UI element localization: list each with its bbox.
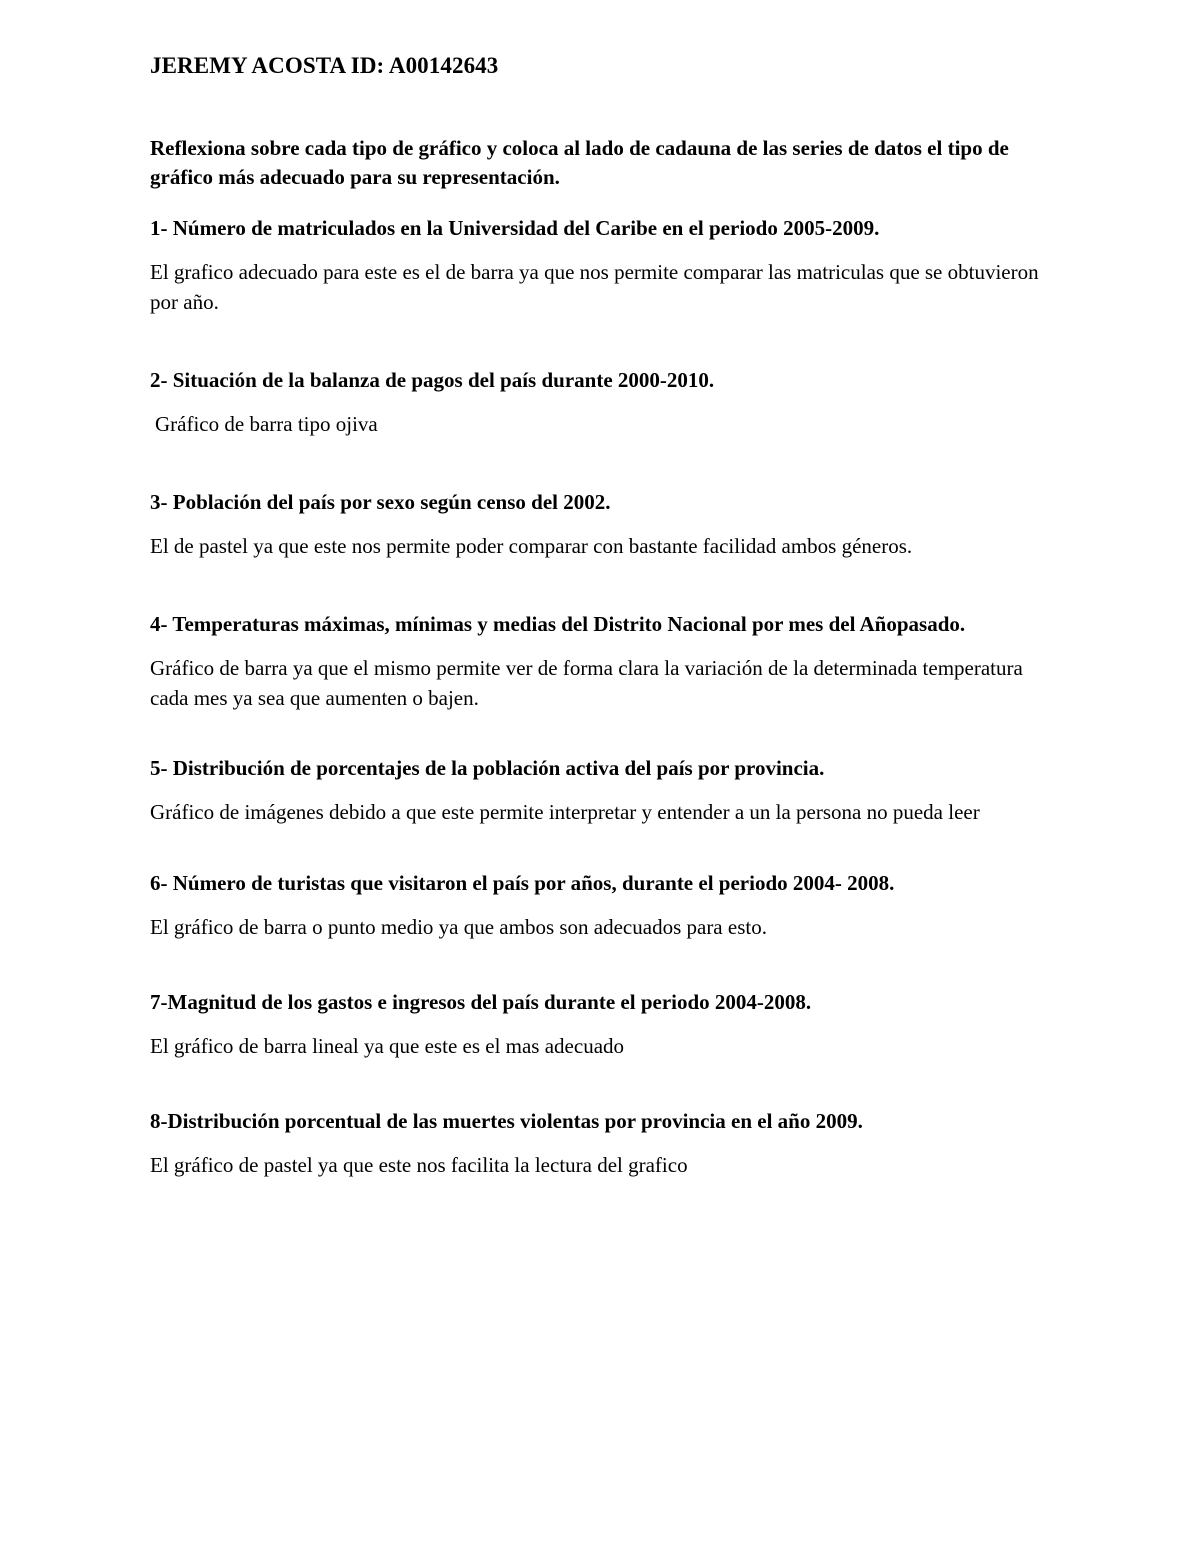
question-answer: Gráfico de imágenes debido a que este permite interpretar y entender a un la persona no pueda leer — [150, 800, 980, 824]
question-answer: Gráfico de barra tipo ojiva — [155, 412, 378, 436]
question-title: 6- Número de turistas que visitaron el país por años, durante el periodo 2004- 2008. — [150, 871, 895, 895]
question-answer: Gráfico de barra ya que el mismo permite ver de forma clara la variación de la determinada temperatura cada mes ya sea que aumenten o bajen. — [150, 656, 1023, 710]
question-title: 8-Distribución porcentual de las muertes violentas por provincia en el año 2009. — [150, 1109, 863, 1133]
question-answer: El gráfico de barra lineal ya que este es el mas adecuado — [150, 1034, 625, 1058]
question-item-1 — [150, 214, 1060, 317]
document-page — [150, 48, 1060, 1180]
question-item-3 — [150, 488, 1060, 561]
question-item-5 — [150, 754, 1060, 827]
question-title: 3- Población del país por sexo según censo del 2002. — [150, 490, 611, 514]
question-item-7 — [150, 988, 1060, 1061]
question-title: 1- Número de matriculados en la Universidad del Caribe en el periodo 2005-2009. — [150, 216, 880, 240]
instructions-paragraph: Reflexiona sobre cada tipo de gráfico y coloca al lado de cadauna de las series de datos el tipo de gráfico más adecuado para su representación. — [150, 136, 1009, 189]
question-item-8 — [150, 1107, 1060, 1180]
question-item-6 — [150, 869, 1060, 942]
question-answer: El de pastel ya que este nos permite poder comparar con bastante facilidad ambos géneros. — [150, 534, 913, 558]
question-item-2 — [150, 366, 1060, 439]
question-answer: El grafico adecuado para este es el de barra ya que nos permite comparar las matriculas que se obtuvieron por año. — [150, 260, 1039, 314]
document-header: JEREMY ACOSTA ID: A00142643 — [150, 53, 499, 78]
question-title: 4- Temperaturas máximas, mínimas y medias del Distrito Nacional por mes del Añopasado. — [150, 612, 966, 636]
question-title: 2- Situación de la balanza de pagos del país durante 2000-2010. — [150, 368, 715, 392]
question-answer: El gráfico de pastel ya que este nos facilita la lectura del grafico — [150, 1153, 688, 1177]
question-item-4 — [150, 610, 1060, 713]
question-title: 5- Distribución de porcentajes de la población activa del país por provincia. — [150, 756, 825, 780]
question-answer: El gráfico de barra o punto medio ya que ambos son adecuados para esto. — [150, 915, 767, 939]
question-title: 7-Magnitud de los gastos e ingresos del país durante el periodo 2004-2008. — [150, 990, 812, 1014]
